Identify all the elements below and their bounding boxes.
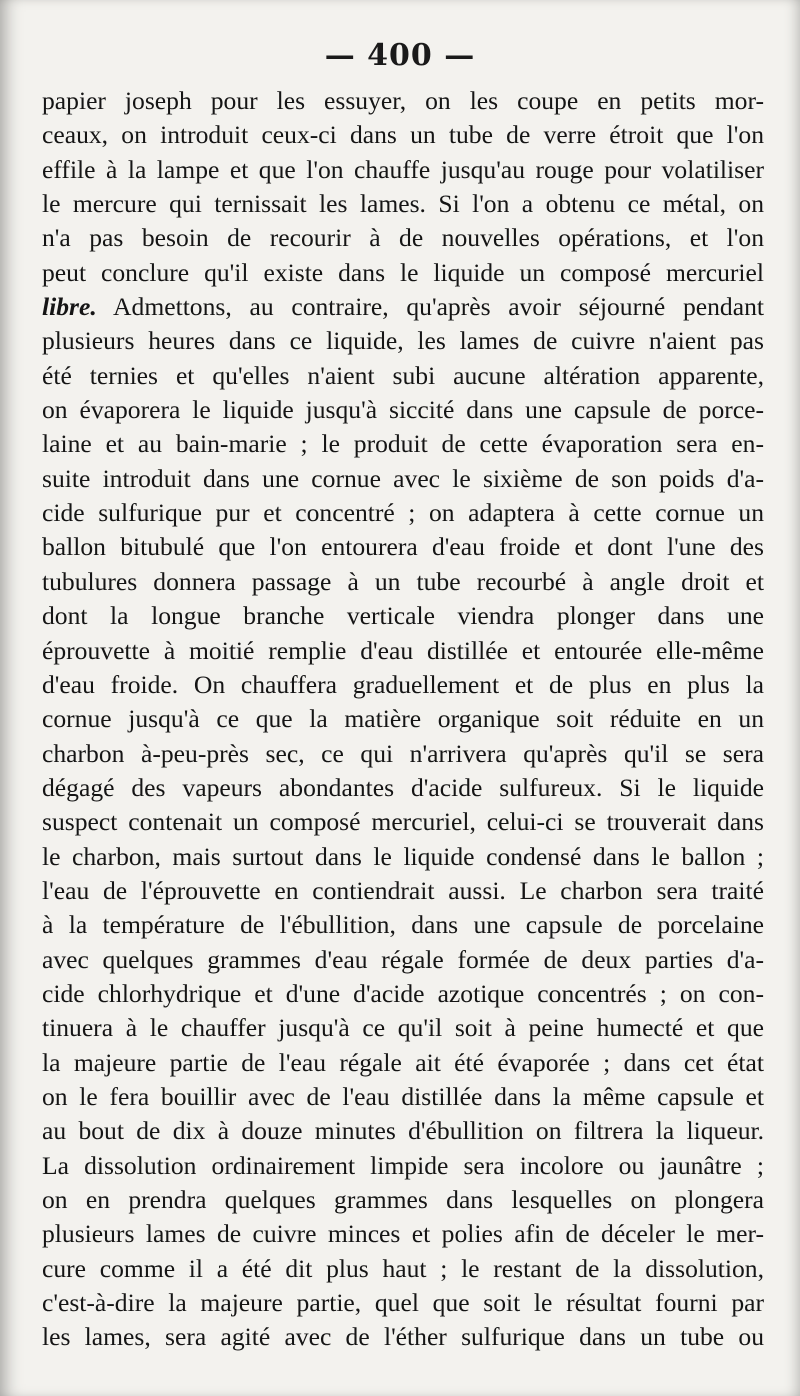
text-line-12: suite introduit dans une cornue avec le sixième de son poids d'a- — [42, 463, 764, 493]
text-line-19: cornue jusqu'à ce que la matière organique soit réduite en un — [42, 704, 764, 734]
text-line-18: d'eau froide. On chauffera graduellement et de plus en plus la — [42, 669, 764, 699]
text-line-31: au bout de dix à douze minutes d'ébullition on filtrera la liqueur. — [42, 1116, 764, 1146]
text-line-34: plusieurs lames de cuivre minces et polies afin de déceler le mer- — [42, 1219, 764, 1249]
text-line-6: peut conclure qu'il existe dans le liquide un composé mercuriel — [42, 257, 764, 287]
text-line-23: le charbon, mais surtout dans le liquide condensé dans le ballon ; — [42, 841, 764, 871]
text-line-35: cure comme il a été dit plus haut ; le restant de la dissolution, — [42, 1253, 764, 1283]
text-line-29: la majeure partie de l'eau régale ait été évaporée ; dans cet état — [42, 1047, 764, 1077]
text-line-10: on évaporera le liquide jusqu'à siccité dans une capsule de porce- — [42, 395, 764, 425]
text-line-33: on en prendra quelques grammes dans lesquelles on plongera — [42, 1185, 764, 1214]
text-line-8: plusieurs heures dans ce liquide, les lames de cuivre n'aient pas — [42, 326, 764, 356]
text-line-32: La dissolution ordinairement limpide sera incolore ou jaunâtre ; — [42, 1150, 764, 1180]
text-line-5: n'a pas besoin de recourir à de nouvelles opérations, et l'on — [42, 223, 764, 253]
text-line-36: c'est-à-dire la majeure partie, quel que soit le résultat fourni par — [42, 1288, 764, 1318]
text-line-14: ballon bitubulé que l'on entourera d'eau froide et dont l'une des — [42, 532, 764, 562]
text-line-7 — [42, 290, 764, 324]
text-line-15: tubulures donnera passage à un tube recourbé à angle droit et — [42, 566, 764, 596]
text-line-28: tinuera à le chauffer jusqu'à ce qu'il soit à peine humecté et que — [42, 1013, 764, 1043]
text-line-24: l'eau de l'éprouvette en contiendrait aussi. Le charbon sera traité — [42, 875, 764, 905]
text-line-25: à la température de l'ébullition, dans une capsule de porcelaine — [42, 910, 764, 940]
text-line-1: papier joseph pour les essuyer, on les coupe en petits mor- — [42, 86, 764, 115]
text-line-13: cide sulfurique pur et concentré ; on adaptera à cette cornue un — [42, 498, 764, 528]
text-line-11: laine et au bain-marie ; le produit de cette évaporation sera en- — [42, 429, 764, 459]
body-text — [42, 84, 764, 1355]
italic-word-libre: libre. — [42, 292, 97, 322]
text-line-21: dégagé des vapeurs abondantes d'acide sulfureux. Si le liquide — [42, 772, 764, 802]
text-line-3: effile à la lampe et que l'on chauffe jusqu'au rouge pour volatiliser — [42, 154, 764, 184]
text-line-17: éprouvette à moitié remplie d'eau distillée et entourée elle-même — [42, 635, 764, 665]
text-line-7-rest: Admettons, au contraire, qu'après avoir séjourné pendant — [96, 292, 764, 322]
text-line-27: cide chlorhydrique et d'une d'acide azotique concentrés ; on con- — [42, 978, 764, 1008]
text-line-16: dont la longue branche verticale viendra plonger dans une — [42, 601, 764, 631]
text-line-2: ceaux, on introduit ceux-ci dans un tube de verre étroit que l'on — [42, 120, 764, 150]
text-line-22: suspect contenait un composé mercuriel, celui-ci se trouverait dans — [42, 807, 764, 837]
text-line-20: charbon à-peu-près sec, ce qui n'arrivera qu'après qu'il se sera — [42, 738, 764, 768]
text-line-30: on le fera bouillir avec de l'eau distillée dans la même capsule et — [42, 1081, 764, 1111]
page-number: — 400 — — [324, 38, 476, 73]
text-line-4: le mercure qui ternissait les lames. Si l'on a obtenu ce métal, on — [42, 189, 764, 219]
text-line-37: les lames, sera agité avec de l'éther sulfurique dans un tube ou — [42, 1322, 764, 1352]
text-line-26: avec quelques grammes d'eau régale formée de deux parties d'a- — [42, 944, 764, 974]
text-line-9: été ternies et qu'elles n'aient subi aucune altération apparente, — [42, 360, 764, 390]
